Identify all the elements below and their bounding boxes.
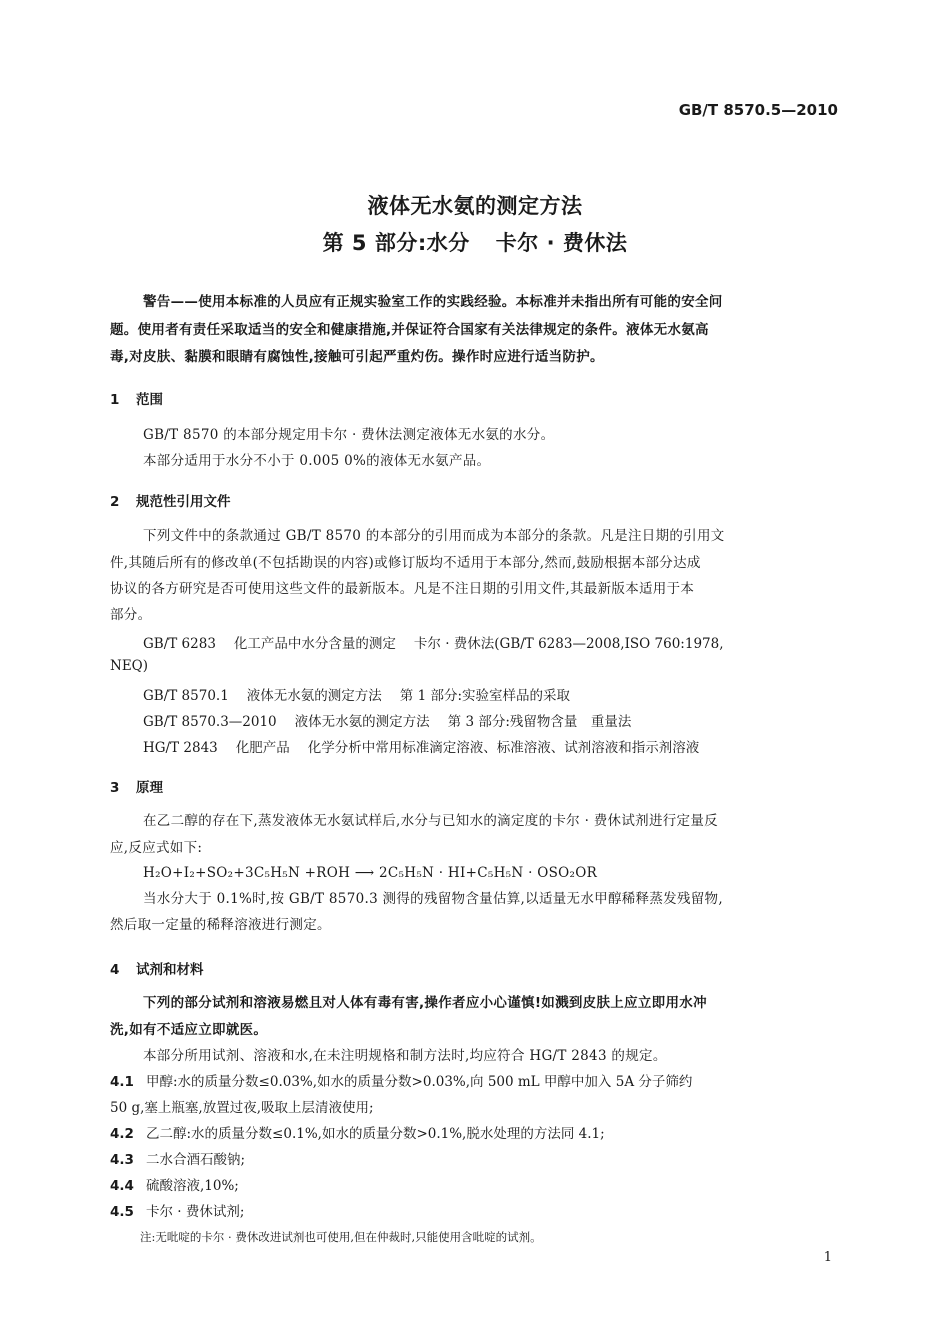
warning-line-2: 题。使用者有责任采取适当的安全和健康措施,并保证符合国家有关法律规定的条件。液体无水氨高 bbox=[110, 322, 709, 338]
item-text: 卡尔 · 费休试剂; bbox=[146, 1204, 245, 1220]
section-4-intro: 本部分所用试剂、溶液和水,在未注明规格和制方法时,均应符合 HG/T 2843 的规定。 bbox=[143, 1048, 667, 1064]
standard-code: GB/T 8570.5—2010 bbox=[678, 101, 838, 119]
item-text: 硫酸溶液,10%; bbox=[146, 1178, 239, 1194]
section-title: 规范性引用文件 bbox=[136, 494, 231, 510]
reagent-item bbox=[110, 1173, 850, 1199]
item-number: 4.2 bbox=[110, 1126, 134, 1142]
section-3-line-1: 在乙二醇的存在下,蒸发液体无水氨试样后,水分与已知水的滴定度的卡尔 · 费休试剂进行定量反 bbox=[143, 813, 718, 829]
section-2-line-1: 下列文件中的条款通过 GB/T 8570 的本部分的引用而成为本部分的条款。凡是注日期的引用文 bbox=[143, 528, 725, 544]
ref-title: 液体无水氨的测定方法 bbox=[246, 688, 382, 704]
ref-code: GB/T 8570.3—2010 bbox=[143, 714, 277, 730]
warning-line-1: 警告——使用本标准的人员应有正规实验室工作的实践经验。本标准并未指出所有可能的安全问 bbox=[143, 294, 723, 310]
section-title: 范围 bbox=[136, 392, 163, 408]
note: 注:无吡啶的卡尔 · 费休改进试剂也可使用,但在仲裁时,只能使用含吡啶的试剂。 bbox=[140, 1230, 542, 1244]
section-3-line-4: 然后取一定量的稀释溶液进行测定。 bbox=[110, 917, 331, 933]
section-title: 试剂和材料 bbox=[136, 962, 204, 978]
ref-code: NEQ) bbox=[110, 658, 149, 674]
section-4-heading bbox=[110, 958, 204, 978]
ref-title: 化肥产品 bbox=[235, 740, 290, 756]
subtitle-part: 第 5 部分:水分 bbox=[322, 231, 470, 255]
ref-code: GB/T 8570.1 bbox=[143, 688, 229, 704]
ref-extra: 第 3 部分:残留物含量 重量法 bbox=[447, 714, 632, 730]
reagent-item bbox=[110, 1199, 850, 1225]
reagent-item bbox=[110, 1121, 850, 1147]
section-3-line-2: 应,反应式如下: bbox=[110, 840, 203, 856]
ref-extra: 卡尔 · 费休法(GB/T 6283—2008,ISO 760:1978, bbox=[413, 636, 724, 652]
ref-title: 液体无水氨的测定方法 bbox=[294, 714, 430, 730]
item-text: 二水合酒石酸钠; bbox=[146, 1152, 246, 1168]
section-2-line-4: 部分。 bbox=[110, 607, 152, 623]
ref-code: HG/T 2843 bbox=[143, 740, 218, 756]
reagent-item bbox=[110, 1069, 850, 1095]
ref-code: GB/T 6283 bbox=[143, 636, 216, 652]
reagent-item bbox=[110, 1147, 850, 1173]
section-3-line-3: 当水分大于 0.1%时,按 GB/T 8570.3 测得的残留物含量估算,以适量无水甲醇稀释蒸发残留物, bbox=[143, 891, 723, 907]
ref-title: 化工产品中水分含量的测定 bbox=[233, 636, 396, 652]
item-number: 4.3 bbox=[110, 1152, 134, 1168]
reference-entry bbox=[143, 736, 699, 756]
caution-line-2: 洗,如有不适应立即就医。 bbox=[110, 1022, 268, 1038]
item-number: 4.5 bbox=[110, 1204, 134, 1220]
section-number: 2 bbox=[110, 494, 120, 510]
item-number: 4.4 bbox=[110, 1178, 134, 1194]
reference-entry bbox=[143, 684, 570, 704]
section-number: 1 bbox=[110, 392, 120, 408]
reaction-equation: H₂O+I₂+SO₂+3C₅H₅N +ROH ⟶ 2C₅H₅N · HI+C₅H₅N · OSO₂OR bbox=[143, 865, 598, 881]
section-1-para-1: GB/T 8570 的本部分规定用卡尔 · 费休法测定液体无水氨的水分。 bbox=[143, 427, 555, 443]
subtitle-method: 卡尔 · 费休法 bbox=[495, 231, 628, 255]
ref-extra: 化学分析中常用标准滴定溶液、标准溶液、试剂溶液和指示剂溶液 bbox=[307, 740, 700, 756]
warning-line-3: 毒,对皮肤、黏膜和眼睛有腐蚀性,接触可引起严重灼伤。操作时应进行适当防护。 bbox=[110, 349, 604, 365]
section-2-line-2: 件,其随后所有的修改单(不包括勘误的内容)或修订版均不适用于本部分,然而,鼓励根据本部分达成 bbox=[110, 555, 701, 571]
section-2-heading bbox=[110, 490, 231, 510]
document-title: 液体无水氨的测定方法 bbox=[367, 194, 583, 218]
section-number: 3 bbox=[110, 780, 120, 796]
reagent-item-cont: 50 g,塞上瓶塞,放置过夜,吸取上层清液使用; bbox=[110, 1100, 374, 1116]
reference-entry bbox=[143, 710, 631, 730]
section-number: 4 bbox=[110, 962, 120, 978]
section-3-heading bbox=[110, 776, 163, 796]
item-text: 甲醇:水的质量分数≤0.03%,如水的质量分数>0.03%,向 500 mL 甲醇中加入 5A 分子筛约 bbox=[146, 1074, 693, 1090]
item-text: 乙二醇:水的质量分数≤0.1%,如水的质量分数>0.1%,脱水处理的方法同 4.1; bbox=[146, 1126, 605, 1142]
reference-entry-cont bbox=[110, 658, 148, 674]
ref-extra: 第 1 部分:实验室样品的采取 bbox=[399, 688, 571, 704]
item-number: 4.1 bbox=[110, 1074, 134, 1090]
section-1-heading bbox=[110, 388, 163, 408]
caution-line-1: 下列的部分试剂和溶液易燃且对人体有毒有害,操作者应小心谨慎!如溅到皮肤上应立即用水冲 bbox=[143, 995, 707, 1011]
reference-entry bbox=[143, 632, 724, 652]
page-number: 1 bbox=[823, 1250, 832, 1265]
section-1-para-2: 本部分适用于水分不小于 0.005 0%的液体无水氨产品。 bbox=[143, 453, 491, 469]
document-subtitle bbox=[0, 227, 950, 257]
section-2-line-3: 协议的各方研究是否可使用这些文件的最新版本。凡是不注日期的引用文件,其最新版本适用于本 bbox=[110, 581, 695, 597]
section-title: 原理 bbox=[136, 780, 163, 796]
